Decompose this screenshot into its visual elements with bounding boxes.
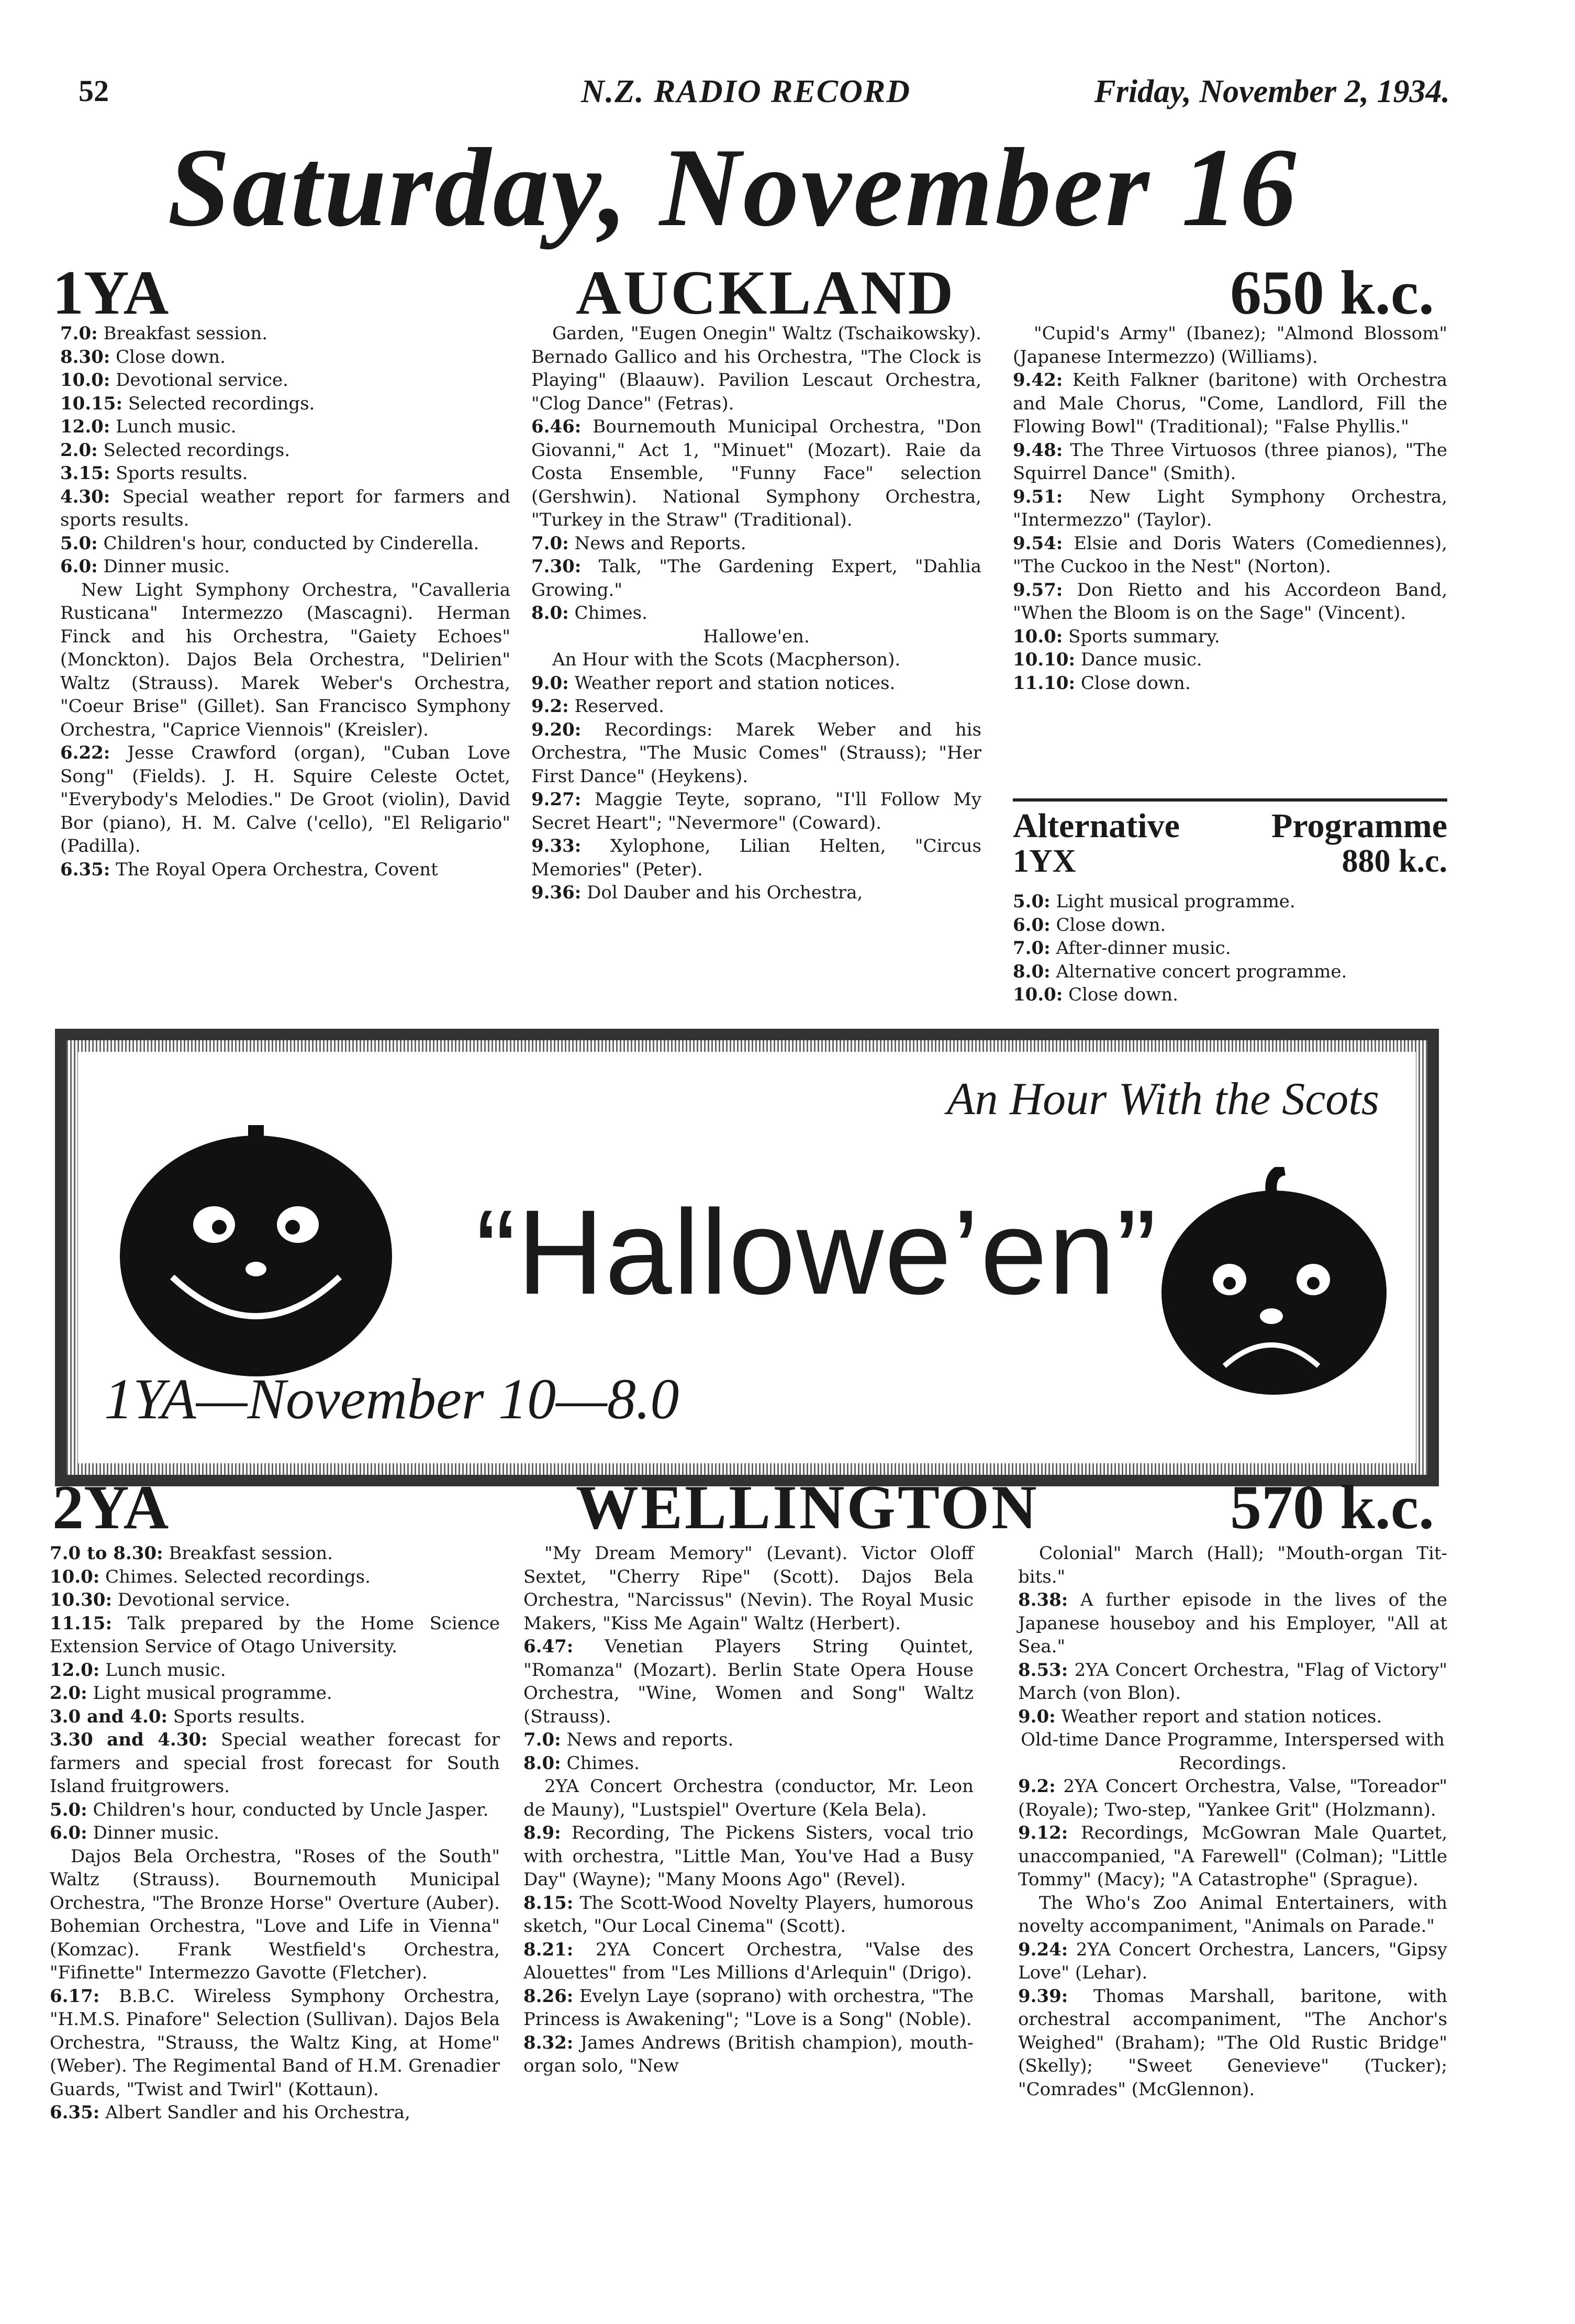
station-bar-2ya <box>52 1471 1434 1542</box>
program-time: 3.15: <box>60 463 110 484</box>
alternative-label: Alternative <box>1013 807 1180 845</box>
program-time: 9.42: <box>1013 370 1063 391</box>
program-time: 9.33: <box>531 836 582 857</box>
program-time: 8.0: <box>523 1752 561 1774</box>
program-entry <box>1013 914 1447 937</box>
program-text: Recording, The Pickens Sisters, vocal trio with orchestra, "Little Man, You've Had a Busy Day" (Wayne); "Many Moons Ago" (Revel). <box>523 1822 974 1890</box>
program-entry <box>50 1821 500 1845</box>
program-text: The Three Virtuosos (three pianos), "The Squirrel Dance" (Smith). <box>1013 439 1447 484</box>
program-text: "My Dream Memory" (Levant). Victor Oloff Sextet, "Cherry Ripe" (Scott). Dajos Bela Orchestra, "Narcissus" (Nevin). The Royal Music Makers, "Kiss Me Again" Waltz (Herbert). <box>523 1543 974 1634</box>
program-time: 10.10: <box>1013 649 1076 670</box>
program-text: Reserved. <box>574 696 664 717</box>
program-time: 9.57: <box>1013 579 1063 601</box>
program-text: Sports summary. <box>1068 626 1220 647</box>
station-frequency: 650 k.c. <box>1230 258 1434 327</box>
program-text: Dajos Bela Orchestra, "Roses of the South" Waltz (Strauss). Bournemouth Municipal Orchestra, "The Bronze Horse" Overture (Auber). Bohemian Orchestra, "Love and Life in Vienna" (Komzac). Frank Westfield's Orchestra, "Fifinette" Intermezzo Gavotte (Fletcher). <box>50 1845 500 1983</box>
program-time: 3.30 and 4.30: <box>50 1729 208 1750</box>
program-text: Devotional service. <box>117 1589 291 1610</box>
program-text: Sports results. <box>116 463 248 484</box>
program-text: 2YA Concert Orchestra, "Valse des Alouettes" from "Les Millions d'Arlequin" (Drigo). <box>523 1939 974 1983</box>
program-time: 6.0: <box>1013 914 1051 936</box>
program-time: 11.10: <box>1013 672 1076 694</box>
program-time: 9.48: <box>1013 439 1063 461</box>
program-time: 6.0: <box>50 1822 87 1843</box>
program-time: 8.21: <box>523 1939 574 1960</box>
program-text: Recordings: Marek Weber and his Orchestra, "The Music Comes" (Strauss); "Her First Dance" (Heykens). <box>531 719 981 787</box>
program-entry <box>1018 1938 1447 1985</box>
program-entry <box>531 415 981 532</box>
program-text: Dance music. <box>1080 649 1202 670</box>
program-time: 10.0: <box>1013 626 1063 647</box>
program-entry <box>50 1705 500 1729</box>
program-time: 6.35: <box>60 859 110 880</box>
program-entry <box>60 462 510 485</box>
program-column-2ya-3 <box>1018 1542 1447 2101</box>
program-text: Special weather forecast for farmers and special frost forecast for South Island fruitgrowers. <box>50 1729 500 1797</box>
program-time: 2.0: <box>60 439 98 461</box>
program-text: Keith Falkner (baritone) with Orchestra and Male Chorus, "Come, Landlord, Fill the Flowing Bowl" (Traditional); "False Phyllis." <box>1013 370 1447 437</box>
program-entry <box>523 1775 974 1821</box>
program-time: 7.0: <box>60 323 98 344</box>
program-text: Bournemouth Municipal Orchestra, "Don Giovanni," Act 1, "Minuet" (Mozart). Raie da Costa Ensemble, "Funny Face" selection (Gershwin). National Symphony Orchestra, "Turkey in the Straw" (Traditional). <box>531 416 982 530</box>
program-text: Close down. <box>116 346 226 368</box>
program-text: Talk, "The Gardening Expert, "Dahlia Growing." <box>531 556 981 601</box>
program-text: Dinner music. <box>103 556 230 577</box>
program-entry <box>523 1728 974 1752</box>
program-text: Dol Dauber and his Orchestra, <box>587 882 863 903</box>
program-time: 8.30: <box>60 346 110 368</box>
program-entry <box>1013 532 1447 579</box>
program-text: Evelyn Laye (soprano) with orchestra, "The Princess is Awakening"; "Love is a Song" (Noble). <box>523 1985 974 2030</box>
program-text: 2YA Concert Orchestra, Valse, "Toreador" (Royale); Two-step, "Yankee Grit" (Holzmann). <box>1018 1776 1447 1820</box>
program-entry <box>1013 890 1447 914</box>
program-time: 6.0: <box>60 556 98 577</box>
program-entry <box>1018 1659 1447 1705</box>
program-entry <box>60 741 510 858</box>
program-entry <box>60 369 510 392</box>
program-entry <box>1013 937 1447 960</box>
program-time: 8.32: <box>523 2032 574 2053</box>
program-text: Close down. <box>1056 914 1166 936</box>
program-entry <box>60 485 510 532</box>
program-time: 8.53: <box>1018 1659 1068 1681</box>
program-entry <box>531 788 981 835</box>
hallowe-en-advert <box>55 1029 1439 1486</box>
program-entry <box>60 439 510 462</box>
program-entry <box>531 532 981 555</box>
program-entry <box>1018 1728 1447 1775</box>
program-text: Light musical programme. <box>93 1683 332 1704</box>
publication-name: N.Z. RADIO RECORD <box>581 74 911 109</box>
program-text: Weather report and station notices. <box>1061 1706 1382 1727</box>
program-entry <box>1013 579 1447 625</box>
program-entry <box>1018 1542 1447 1588</box>
program-column-1ya-1 <box>60 322 510 881</box>
program-time: 9.0: <box>531 672 569 694</box>
program-time: 3.0 and 4.0: <box>50 1706 168 1727</box>
program-time: 9.2: <box>531 696 569 717</box>
program-text: Recordings, McGowran Male Quartet, unaccompanied, "A Farewell" (Colman); "Little Tommy" (Macy); "A Catastrophe" (Sprague). <box>1018 1822 1448 1890</box>
program-column-2ya-2 <box>523 1542 974 2078</box>
program-text: Children's hour, conducted by Uncle Jasper. <box>93 1799 489 1820</box>
alternative-frequency: 880 k.c. <box>1342 843 1447 879</box>
program-entry <box>60 392 510 416</box>
program-entry <box>50 2101 500 2125</box>
program-entry <box>1018 1892 1447 1938</box>
program-entry <box>50 1682 500 1705</box>
program-entry <box>50 1612 500 1659</box>
station-city: AUCKLAND <box>576 258 956 327</box>
program-text: 2YA Concert Orchestra, Lancers, "Gipsy Love" (Lehar). <box>1018 1939 1448 1983</box>
program-entry <box>1013 485 1447 532</box>
program-text: Breakfast session. <box>169 1543 333 1564</box>
program-entry <box>60 322 510 346</box>
program-text: Thomas Marshall, baritone, with orchestral accompaniment, "The Anchor's Weighed" (Braham); "The Old Rustic Bridge" (Skelly); "Sweet Genevieve" (Tucker); "Comrades" (McGlennon). <box>1018 1985 1448 2100</box>
program-text: Lunch music. <box>105 1659 226 1681</box>
program-time: 10.0: <box>1013 984 1063 1005</box>
program-time: 9.24: <box>1018 1939 1068 1960</box>
program-text: B.B.C. Wireless Symphony Orchestra, "H.M.S. Pinafore" Selection (Sullivan). Dajos Bela Orchestra, "Strauss, the Waltz King, at Home" (Weber). The Regimental Band of H.M. Grenadier Guards, "Twist and Twirl" (Kottaun). <box>50 1985 500 2100</box>
program-time: 9.2: <box>1018 1776 1056 1797</box>
program-time: 9.36: <box>531 882 582 903</box>
program-time: 9.0: <box>1018 1706 1056 1727</box>
program-time: 12.0: <box>60 416 110 437</box>
program-text: Venetian Players String Quintet, "Romanza" (Mozart). Berlin State Opera House Orchestra, "Wine, Women and Song" Waltz (Strauss). <box>523 1636 974 1727</box>
program-entry <box>60 346 510 369</box>
station-bar-1ya <box>52 257 1434 325</box>
program-time: 8.9: <box>523 1822 561 1843</box>
program-time: 6.17: <box>50 1985 100 2007</box>
program-text: Special weather report for farmers and sports results. <box>60 486 510 530</box>
advert-subtitle: An Hour With the Scots <box>946 1074 1379 1125</box>
jack-o-lantern-sad-icon <box>1151 1167 1397 1397</box>
program-entry <box>50 1845 500 1985</box>
program-text: Children's hour, conducted by Cinderella. <box>103 532 479 554</box>
program-entry <box>1018 1821 1447 1892</box>
program-time: 5.0: <box>60 532 98 554</box>
program-time: 10.15: <box>60 393 123 414</box>
program-text: Weather report and station notices. <box>574 672 896 694</box>
program-time: 9.51: <box>1013 486 1063 507</box>
program-time: 10.30: <box>50 1589 113 1610</box>
alternative-programme-list <box>1013 890 1447 1007</box>
program-time: 4.30: <box>60 486 110 507</box>
program-entry <box>1013 648 1447 672</box>
program-text: New Light Symphony Orchestra, "Intermezzo" (Taylor). <box>1013 486 1448 530</box>
program-column-2ya-1 <box>50 1542 500 2125</box>
program-time: 8.38: <box>1018 1589 1068 1610</box>
program-time: 12.0: <box>50 1659 100 1681</box>
program-entry <box>60 579 510 742</box>
program-text: Chimes. <box>574 603 647 624</box>
program-entry <box>531 881 981 905</box>
program-entry <box>60 858 510 882</box>
program-entry <box>531 555 981 602</box>
program-time: 8.0: <box>531 603 569 624</box>
program-time: 7.0: <box>1013 938 1051 959</box>
program-time: 8.0: <box>1013 961 1051 982</box>
program-entry <box>50 1985 500 2101</box>
advert-footer: 1YA—November 10—8.0 <box>104 1367 679 1431</box>
program-text: Dinner music. <box>93 1822 219 1843</box>
program-entry <box>523 1752 974 1775</box>
program-time: 11.15: <box>50 1613 113 1634</box>
program-column-1ya-3 <box>1013 322 1447 695</box>
divider-rule <box>1013 798 1447 802</box>
program-entry <box>523 1542 974 1635</box>
program-entry <box>531 602 981 625</box>
page-number: 52 <box>79 74 109 108</box>
program-text: Close down. <box>1068 984 1178 1005</box>
program-text: Elsie and Doris Waters (Comediennes), "The Cuckoo in the Nest" (Norton). <box>1013 532 1447 577</box>
program-entry <box>1013 369 1447 439</box>
program-entry <box>1013 439 1447 485</box>
program-time: 10.0: <box>50 1566 100 1587</box>
program-entry <box>1018 1985 1447 2101</box>
program-time: 6.22: <box>60 742 110 763</box>
program-text: Alternative concert programme. <box>1056 961 1347 982</box>
program-text: Old-time Dance Programme, Interspersed with Recordings. <box>1021 1729 1445 1774</box>
program-entry <box>523 1985 974 2031</box>
program-text: 2YA Concert Orchestra (conductor, Mr. Leon de Mauny), "Lustspiel" Overture (Kela Bela). <box>523 1776 974 1820</box>
program-text: A further episode in the lives of the Japanese houseboy and his Employer, "All at Sea." <box>1018 1589 1448 1657</box>
jack-o-lantern-happy-icon <box>109 1120 403 1382</box>
program-text: Devotional service. <box>116 370 288 391</box>
program-time: 5.0: <box>1013 891 1051 912</box>
program-entry <box>523 1635 974 1728</box>
program-text: Maggie Teyte, soprano, "I'll Follow My Secret Heart"; "Nevermore" (Coward). <box>531 789 981 833</box>
program-text: New Light Symphony Orchestra, "Cavalleria Rusticana" Intermezzo (Mascagni). Herman Finck and his Orchestra, "Gaiety Echoes" (Monckton). Dajos Bela Orchestra, "Delirien" Waltz (Strauss). Marek Weber's Orchestra, "Coeur Brise" (Gillet). San Francisco Symphony Orchestra, "Caprice Viennois" (Kreisler). <box>60 579 510 740</box>
program-entry <box>531 835 981 881</box>
program-time: 9.20: <box>531 719 582 740</box>
program-entry <box>523 1821 974 1892</box>
program-text: Selected recordings. <box>128 393 315 414</box>
program-time: 6.46: <box>531 416 582 437</box>
station-call: 1YA <box>52 258 169 327</box>
program-entry <box>523 2031 974 2078</box>
program-entry <box>1013 625 1447 649</box>
program-text: Light musical programme. <box>1056 891 1295 912</box>
station-city: WELLINGTON <box>576 1472 1039 1542</box>
program-entry <box>1013 960 1447 984</box>
program-text: "Cupid's Army" (Ibanez); "Almond Blossom" (Japanese Intermezzo) (Williams). <box>1013 323 1447 368</box>
program-entry <box>523 1938 974 1985</box>
program-entry <box>60 415 510 439</box>
program-entry <box>1013 983 1447 1007</box>
programme-label: Programme <box>1271 807 1447 845</box>
program-text: Talk prepared by the Home Science Extension Service of Otago University. <box>50 1613 500 1657</box>
program-text: Hallowe'en. <box>703 626 810 647</box>
program-entry <box>531 718 981 788</box>
program-entry <box>50 1659 500 1682</box>
program-entry <box>531 695 981 718</box>
program-time: 9.27: <box>531 789 582 810</box>
program-text: News and Reports. <box>574 532 746 554</box>
program-column-1ya-2 <box>531 322 981 905</box>
issue-date: Friday, November 2, 1934. <box>1094 74 1450 109</box>
program-entry <box>1013 322 1447 369</box>
program-time: 9.12: <box>1018 1822 1068 1843</box>
program-text: Albert Sandler and his Orchestra, <box>105 2102 410 2123</box>
program-text: Chimes. Selected recordings. <box>105 1566 371 1587</box>
program-time: 9.39: <box>1018 1985 1068 2007</box>
program-entry <box>60 532 510 555</box>
program-time: 8.26: <box>523 1985 574 2007</box>
program-text: James Andrews (British champion), mouth-organ solo, "New <box>523 2032 974 2076</box>
alternative-programme-header <box>1013 806 1447 890</box>
program-entry <box>531 625 981 649</box>
program-time: 6.47: <box>523 1636 574 1657</box>
station-frequency: 570 k.c. <box>1230 1472 1434 1542</box>
program-time: 9.54: <box>1013 532 1063 554</box>
program-entry <box>1018 1705 1447 1729</box>
program-time: 2.0: <box>50 1683 87 1704</box>
day-heading: Saturday, November 16 <box>167 125 1299 250</box>
program-entry <box>523 1892 974 1938</box>
program-text: The Scott-Wood Novelty Players, humorous sketch, "Our Local Cinema" (Scott). <box>523 1892 974 1937</box>
program-text: Breakfast session. <box>103 323 268 344</box>
program-text: News and reports. <box>566 1729 734 1750</box>
program-text: The Who's Zoo Animal Entertainers, with novelty accompaniment, "Animals on Parade." <box>1018 1892 1447 1937</box>
program-text: Lunch music. <box>116 416 237 437</box>
program-text: Sports results. <box>173 1706 306 1727</box>
program-time: 5.0: <box>50 1799 87 1820</box>
program-text: After-dinner music. <box>1056 938 1231 959</box>
program-time: 7.0: <box>523 1729 561 1750</box>
program-entry <box>50 1728 500 1798</box>
program-entry <box>50 1565 500 1589</box>
program-text: Close down. <box>1080 672 1191 694</box>
alternative-call: 1YX <box>1013 843 1076 879</box>
program-text: Selected recordings. <box>103 439 291 461</box>
program-text: An Hour with the Scots (Macpherson). <box>552 649 901 670</box>
page-header <box>79 63 1450 120</box>
program-entry <box>531 648 981 672</box>
program-entry <box>50 1588 500 1612</box>
program-entry <box>531 672 981 695</box>
program-text: Xylophone, Lilian Helten, "Circus Memories" (Peter). <box>531 836 981 880</box>
advert-title: “Hallowe’en” <box>476 1185 1158 1319</box>
program-time: 7.0 to 8.30: <box>50 1543 163 1564</box>
program-time: 8.15: <box>523 1892 574 1914</box>
program-entry <box>1013 672 1447 695</box>
program-time: 6.35: <box>50 2102 100 2123</box>
program-entry <box>60 555 510 579</box>
program-time: 7.0: <box>531 532 569 554</box>
program-time: 10.0: <box>60 370 110 391</box>
program-entry <box>1018 1775 1447 1821</box>
program-entry <box>50 1542 500 1565</box>
program-text: The Royal Opera Orchestra, Covent <box>116 859 438 880</box>
program-entry <box>1018 1588 1447 1659</box>
station-call: 2YA <box>52 1472 169 1542</box>
program-text: Don Rietto and his Accordeon Band, "When the Bloom is on the Sage" (Vincent). <box>1013 579 1448 624</box>
program-entry <box>50 1798 500 1822</box>
program-entry <box>531 322 981 415</box>
program-text: Colonial" March (Hall); "Mouth-organ Tit-bits." <box>1018 1543 1447 1587</box>
program-text: Chimes. <box>566 1752 640 1774</box>
program-time: 7.30: <box>531 556 582 577</box>
program-text: Jesse Crawford (organ), "Cuban Love Song" (Fields). J. H. Squire Celeste Octet, "Everybody's Melodies." De Groot (violin), David Bor (piano), H. M. Calve ('cello), "El Religario" (Padilla). <box>60 742 510 857</box>
program-text: 2YA Concert Orchestra, "Flag of Victory" March (von Blon). <box>1018 1659 1448 1704</box>
program-text: Garden, "Eugen Onegin" Waltz (Tschaikowsky). Bernado Gallico and his Orchestra, "The Clock is Playing" (Blaauw). Pavilion Lescaut Orchestra, "Clog Dance" (Fetras). <box>531 323 981 414</box>
